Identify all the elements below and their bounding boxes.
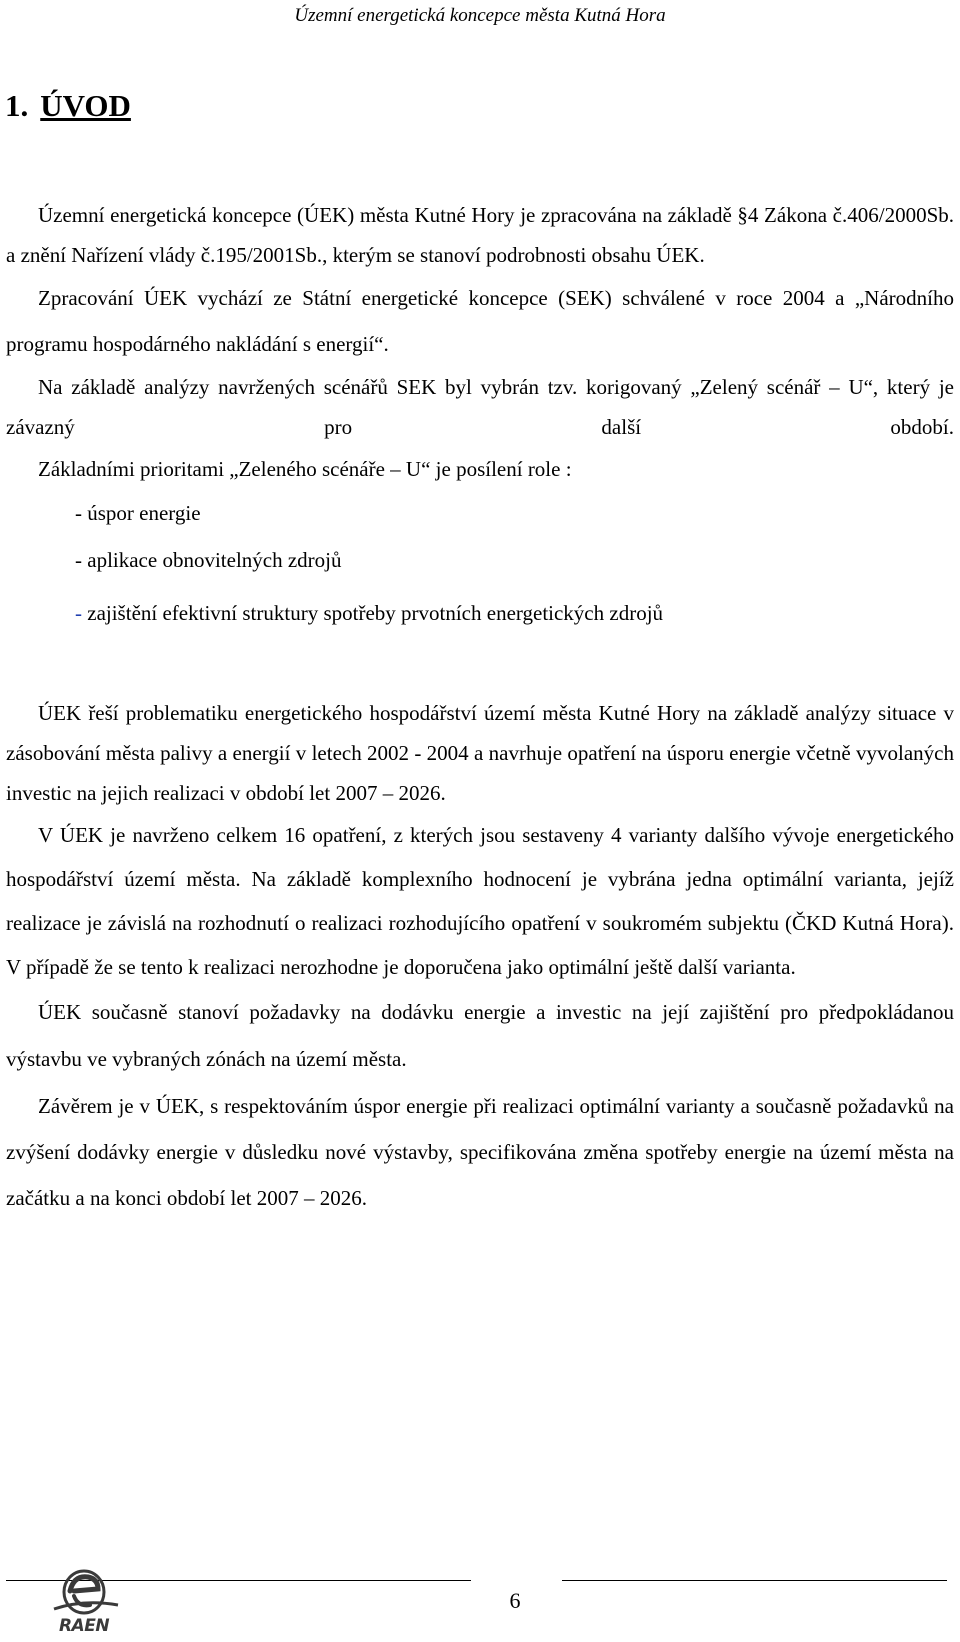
- list-item-text: úspor energie: [82, 501, 201, 525]
- list-dash: -: [75, 501, 82, 525]
- spacer: [6, 641, 954, 693]
- intro-paragraph-1: Územní energetická koncepce (ÚEK) města Kutné Hory je zpracována na základě §4 Zákona č.406/2000Sb. a znění Nařízení vlády č.195/2001Sb., kterým se stanoví podrobnosti obsahu ÚEK.: [6, 203, 954, 267]
- raen-logo: [44, 1565, 124, 1637]
- running-header: Územní energetická koncepce města Kutná Hora: [294, 5, 666, 26]
- chapter-heading: [5, 86, 131, 126]
- raen-logo-text: RAEN: [58, 1616, 110, 1636]
- intro-paragraph-3: Na základě analýzy navržených scénářů SEK byl vybrán tzv. korigovaný „Zelený scénář – U“, který je závazný pro další období.: [6, 375, 954, 439]
- list-dash: -: [75, 548, 82, 572]
- raen-logo-icon: [44, 1565, 124, 1621]
- document-body: [6, 195, 954, 1221]
- list-dash: -: [75, 601, 82, 625]
- list-item: [6, 491, 954, 535]
- list-item: [6, 535, 954, 585]
- intro-paragraph-4: Základními prioritami „Zeleného scénáře – U“ je posílení role :: [38, 457, 572, 481]
- chapter-title: ÚVOD: [40, 88, 131, 123]
- priority-list: [6, 491, 954, 641]
- footer-rule-right: [562, 1580, 947, 1581]
- body-paragraph-2: V ÚEK je navrženo celkem 16 opatření, z kterých jsou sestaveny 4 varianty dalšího vývoje energetického hospodářství území města. Na základě komplexního hodnocení je vybrána jedna optimální varianta, jejíž realizace je závislá na rozhodnutí o realizaci rozhodujícího opatření v soukromém subjektu (ČKD Kutná Hora). V případě že se tento k realizaci nerozhodne je doporučena jako optimální ještě další varianta.: [6, 823, 954, 979]
- page-number: 6: [509, 1588, 521, 1613]
- list-item-text: aplikace obnovitelných zdrojů: [82, 548, 342, 572]
- intro-paragraph-2: Zpracování ÚEK vychází ze Státní energetické koncepce (SEK) schválené v roce 2004 a „Národního programu hospodárného nakládání s energií“.: [6, 286, 954, 356]
- list-item: [6, 585, 954, 641]
- list-item-text: zajištění efektivní struktury spotřeby prvotních energetických zdrojů: [82, 601, 664, 625]
- body-paragraph-3: ÚEK současně stanoví požadavky na dodávku energie a investic na její zajištění pro předpokládanou výstavbu ve vybraných zónách na území města.: [6, 1000, 954, 1071]
- body-paragraph-4: Závěrem je v ÚEK, s respektováním úspor energie při realizaci optimální varianty a současně požadavků na zvýšení dodávky energie v důsledku nové výstavby, specifikována změna spotřeby energie na území města na začátku a na konci období let 2007 – 2026.: [6, 1094, 954, 1210]
- chapter-number: 1.: [5, 88, 29, 123]
- body-paragraph-1: ÚEK řeší problematiku energetického hospodářství území města Kutné Hory na základě analýzy situace v zásobování města palivy a energií v letech 2002 - 2004 a navrhuje opatření na úsporu energie včetně vyvolaných investic na jejich realizaci v období let 2007 – 2026.: [6, 701, 954, 805]
